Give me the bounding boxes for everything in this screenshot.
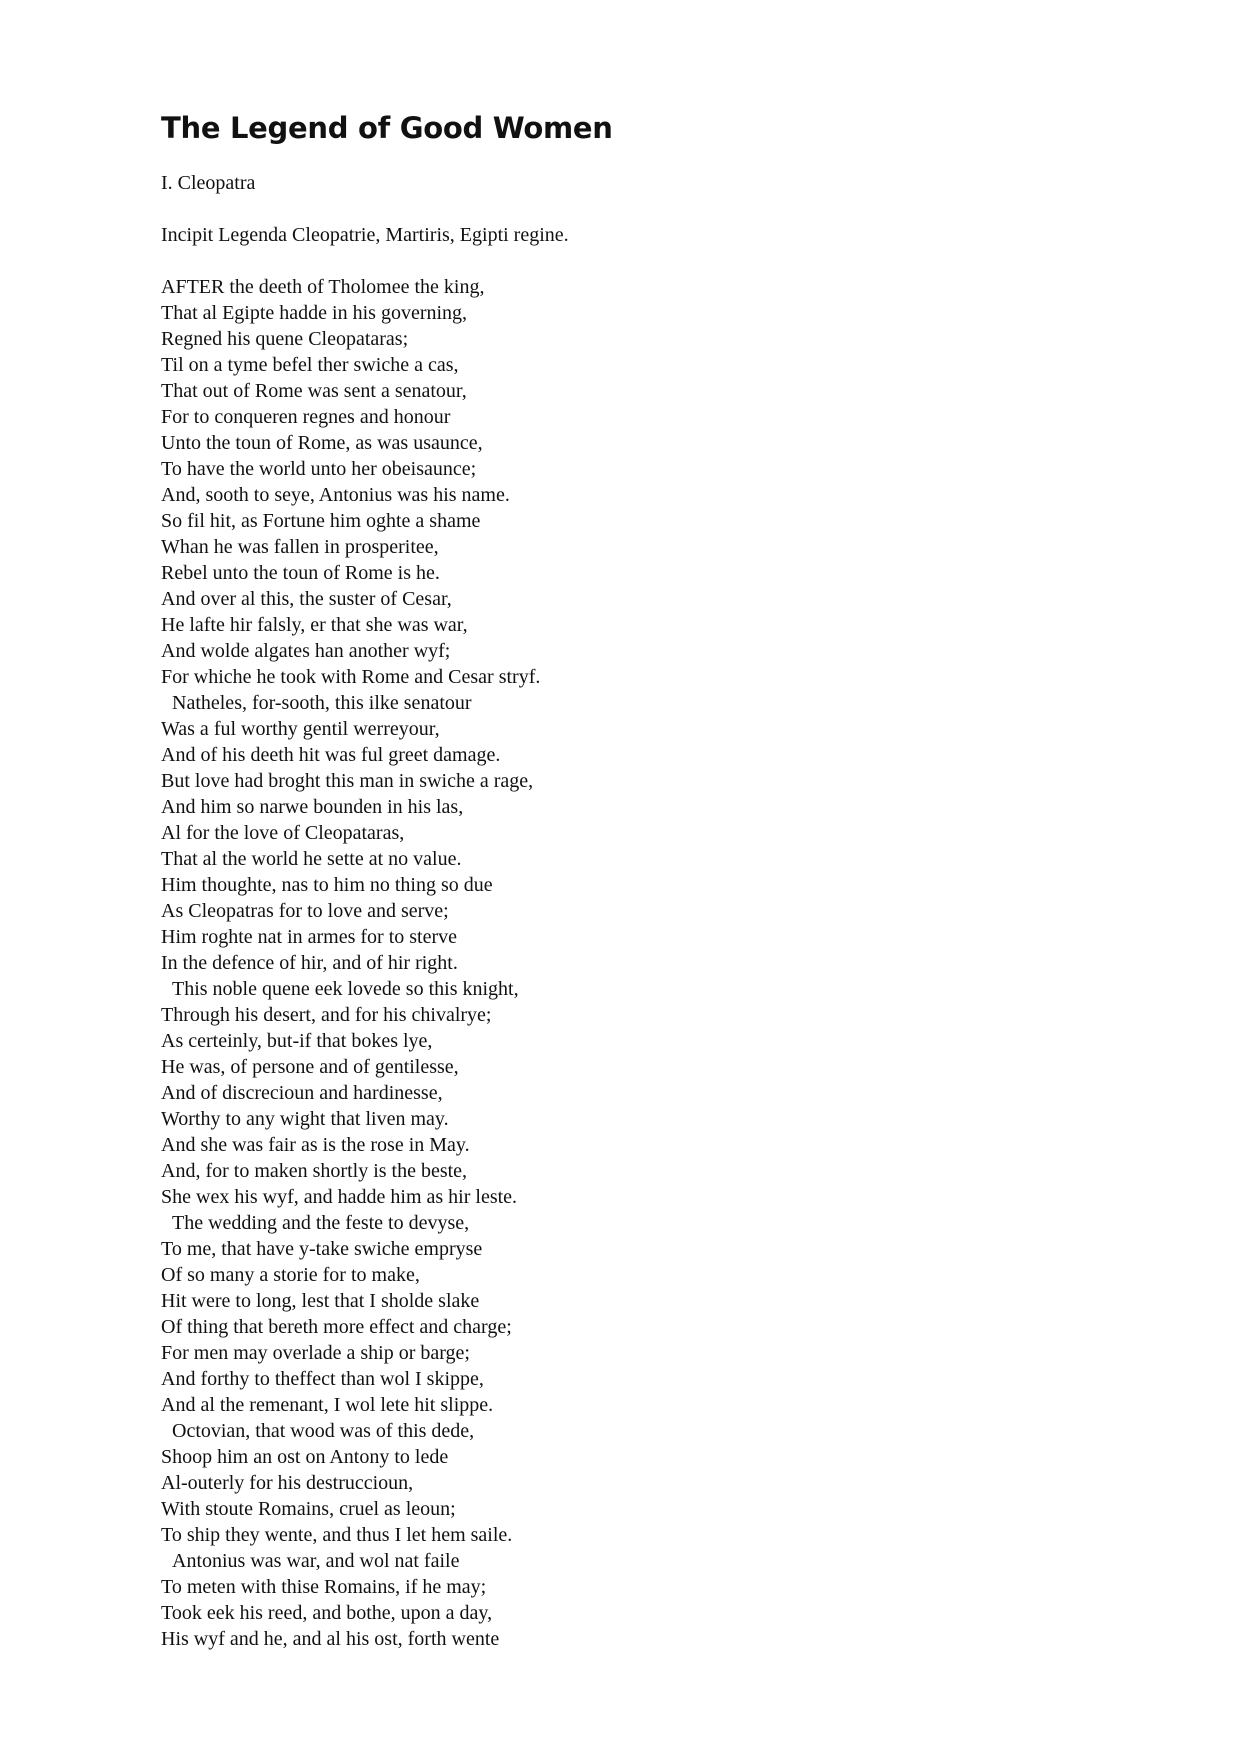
poem-line: As certeinly, but-if that bokes lye, xyxy=(161,1030,433,1052)
poem-line: Al for the love of Cleopataras, xyxy=(161,822,405,844)
poem-line: Whan he was fallen in prosperitee, xyxy=(161,536,439,558)
poem-line: Al-outerly for his destruccioun, xyxy=(161,1472,414,1494)
document-page xyxy=(161,108,1161,1652)
document-title: The Legend of Good Women xyxy=(161,111,613,145)
poem-line: For whiche he took with Rome and Cesar stryf. xyxy=(161,666,541,688)
poem-line: And forthy to theffect than wol I skippe, xyxy=(161,1368,484,1390)
poem-line: To meten with thise Romains, if he may; xyxy=(161,1576,487,1598)
poem-line: This noble quene eek lovede so this knight, xyxy=(172,978,519,1000)
poem-line: Rebel unto the toun of Rome is he. xyxy=(161,562,440,584)
poem-line: That al Egipte hadde in his governing, xyxy=(161,302,468,324)
poem-line: For to conqueren regnes and honour xyxy=(161,406,451,428)
poem-line: She wex his wyf, and hadde him as hir leste. xyxy=(161,1186,518,1208)
poem-line: To ship they wente, and thus I let hem saile. xyxy=(161,1524,513,1546)
poem-line: Was a ful worthy gentil werreyour, xyxy=(161,718,440,740)
incipit-line: Incipit Legenda Cleopatrie, Martiris, Egipti regine. xyxy=(161,224,569,246)
poem-line: Unto the toun of Rome, as was usaunce, xyxy=(161,432,483,454)
poem-line: His wyf and he, and al his ost, forth wente xyxy=(161,1628,500,1650)
poem-line: Of so many a storie for to make, xyxy=(161,1264,420,1286)
poem-line: And wolde algates han another wyf; xyxy=(161,640,451,662)
poem-line: Took eek his reed, and bothe, upon a day, xyxy=(161,1602,493,1624)
poem-line: As Cleopatras for to love and serve; xyxy=(161,900,449,922)
poem-line: The wedding and the feste to devyse, xyxy=(172,1212,470,1234)
poem-line: Natheles, for-sooth, this ilke senatour xyxy=(172,692,472,714)
poem-line: And al the remenant, I wol lete hit slippe. xyxy=(161,1394,494,1416)
poem-line: In the defence of hir, and of hir right. xyxy=(161,952,458,974)
poem-line: Through his desert, and for his chivalrye; xyxy=(161,1004,492,1026)
poem-line: AFTER the deeth of Tholomee the king, xyxy=(161,276,485,298)
poem-line: He was, of persone and of gentilesse, xyxy=(161,1056,459,1078)
poem-line: Regned his quene Cleopataras; xyxy=(161,328,409,350)
poem-line: To have the world unto her obeisaunce; xyxy=(161,458,477,480)
poem-line: Til on a tyme befel ther swiche a cas, xyxy=(161,354,459,376)
poem-line: Shoop him an ost on Antony to lede xyxy=(161,1446,449,1468)
poem-line: Antonius was war, and wol nat faile xyxy=(172,1550,460,1572)
poem-line: To me, that have y-take swiche empryse xyxy=(161,1238,483,1260)
poem-line: Him roghte nat in armes for to sterve xyxy=(161,926,458,948)
poem-line: And, for to maken shortly is the beste, xyxy=(161,1160,468,1182)
poem-line: With stoute Romains, cruel as leoun; xyxy=(161,1498,456,1520)
poem-line: And of his deeth hit was ful greet damage. xyxy=(161,744,501,766)
poem-line: And of discrecioun and hardinesse, xyxy=(161,1082,443,1104)
section-heading: I. Cleopatra xyxy=(161,172,256,194)
poem-body xyxy=(161,274,1161,1652)
poem-line: He lafte hir falsly, er that she was war, xyxy=(161,614,468,636)
poem-line: But love had broght this man in swiche a rage, xyxy=(161,770,534,792)
poem-line: Worthy to any wight that liven may. xyxy=(161,1108,449,1130)
poem-line: Of thing that bereth more effect and charge; xyxy=(161,1316,512,1338)
poem-line: Him thoughte, nas to him no thing so due xyxy=(161,874,493,896)
poem-line: Hit were to long, lest that I sholde slake xyxy=(161,1290,480,1312)
poem-line: And him so narwe bounden in his las, xyxy=(161,796,464,818)
poem-line: Octovian, that wood was of this dede, xyxy=(172,1420,475,1442)
poem-line: That out of Rome was sent a senatour, xyxy=(161,380,467,402)
poem-line: So fil hit, as Fortune him oghte a shame xyxy=(161,510,481,532)
poem-line: For men may overlade a ship or barge; xyxy=(161,1342,470,1364)
poem-line: That al the world he sette at no value. xyxy=(161,848,462,870)
poem-line: And over al this, the suster of Cesar, xyxy=(161,588,452,610)
poem-line: And she was fair as is the rose in May. xyxy=(161,1134,470,1156)
poem-line: And, sooth to seye, Antonius was his name. xyxy=(161,484,510,506)
